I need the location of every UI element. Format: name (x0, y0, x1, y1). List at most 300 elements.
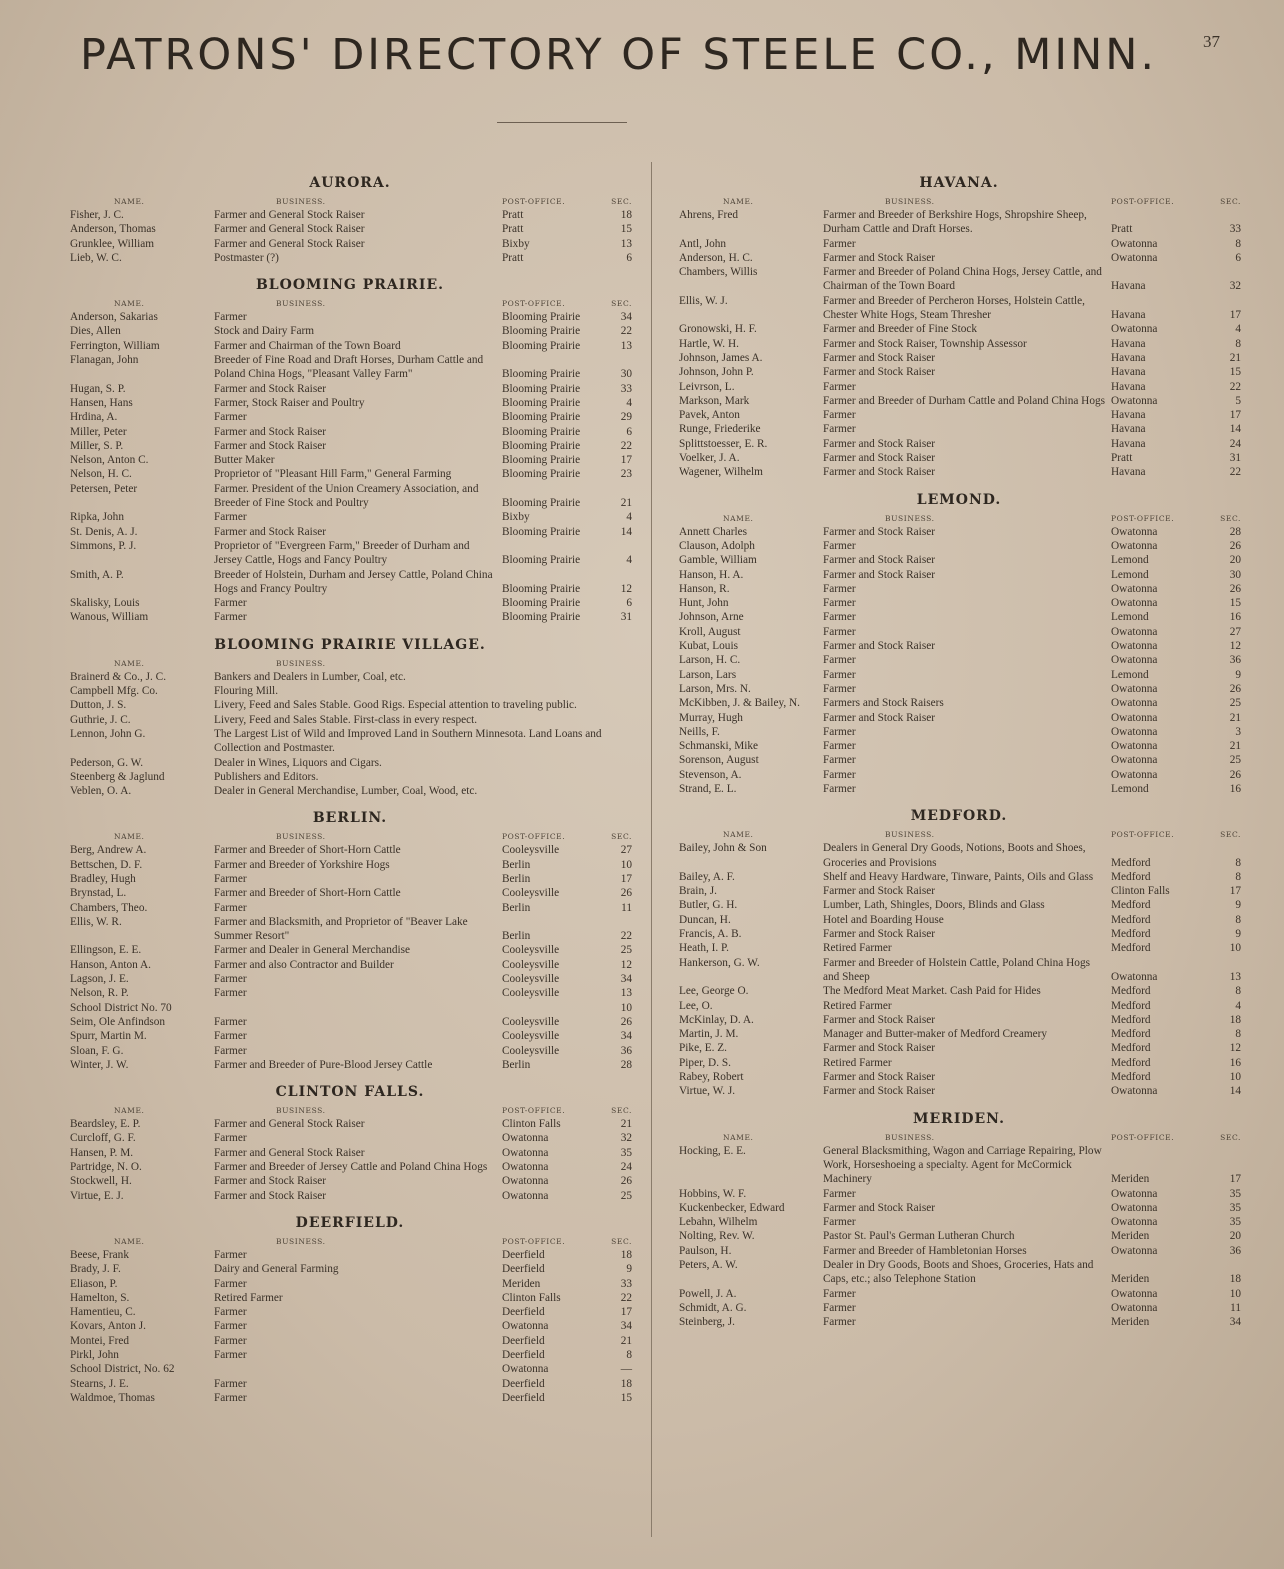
entry-business: Farmer (823, 654, 856, 667)
directory-entry (675, 568, 1243, 582)
post-office-column-header: POST-OFFICE. (502, 1106, 566, 1116)
directory-entry (66, 1174, 634, 1188)
title-rule (497, 122, 627, 123)
directory-entry (675, 437, 1243, 451)
section-column-header: SEC. (1220, 830, 1241, 840)
entry-section-number: 13 (620, 339, 632, 352)
entry-business: Postmaster (?) (214, 251, 279, 264)
entry-business: Farmer and Stock Raiser (823, 928, 935, 941)
directory-entry (675, 422, 1243, 436)
entry-section-number: 26 (620, 1015, 632, 1028)
entry-name: Hocking, E. E. (679, 1144, 746, 1157)
directory-entry (66, 1362, 634, 1376)
column-headers (675, 197, 1243, 208)
entry-section-number: 32 (1229, 280, 1241, 293)
entry-post-office: Medford (1111, 985, 1151, 998)
directory-entry (66, 1044, 634, 1058)
entry-business: Farmer (214, 1277, 247, 1290)
directory-entry (675, 725, 1243, 739)
directory-entry (675, 898, 1243, 912)
directory-entry (675, 1315, 1243, 1329)
entry-post-office: Medford (1111, 1028, 1151, 1041)
entry-name: Flanagan, John (70, 354, 139, 367)
entry-business: Flouring Mill. (214, 685, 279, 698)
entry-business: Farmer and Stock Raiser (823, 1071, 935, 1084)
entry-name: St. Denis, A. J. (70, 525, 138, 538)
entry-name: Gronowski, H. F. (679, 323, 757, 336)
entry-section-number: 18 (620, 1248, 632, 1261)
entry-post-office: Berlin (502, 901, 531, 914)
entry-section-number: 10 (1229, 1071, 1241, 1084)
entry-section-number: 14 (1229, 1085, 1241, 1098)
entry-business: Farmer and Stock Raiser (214, 1189, 326, 1202)
entry-section-number: 17 (620, 1306, 632, 1319)
entry-section-number: 17 (1229, 1173, 1241, 1186)
directory-entry (675, 610, 1243, 624)
entry-name: Lee, O. (679, 999, 713, 1012)
directory-entry (66, 382, 634, 396)
entry-name: Duncan, H. (679, 913, 731, 926)
directory-entry (675, 884, 1243, 898)
entry-post-office: Owatonna (502, 1363, 549, 1376)
directory-entry (66, 339, 634, 353)
entry-business: Hotel and Boarding House (823, 913, 944, 926)
entry-post-office: Lemond (1111, 782, 1149, 795)
left-column (66, 175, 634, 1417)
entry-business: Farmer and Stock Raiser (823, 525, 935, 538)
entry-post-office: Blooming Prairie (502, 454, 581, 467)
entry-business: Farmer and General Stock Raiser (214, 237, 365, 250)
section-column-header: SEC. (1220, 1132, 1241, 1142)
post-office-column-header: POST-OFFICE. (1111, 830, 1175, 840)
entry-section-number: 9 (1235, 928, 1241, 941)
post-office-column-header: POST-OFFICE. (502, 197, 566, 206)
entry-business: Farmer (214, 901, 247, 914)
directory-entry (66, 1189, 634, 1203)
entry-business: Farmer and Breeder of Yorkshire Hogs (214, 858, 390, 871)
entry-name: Virtue, W. J. (679, 1085, 736, 1098)
entry-name: Schmanski, Mike (679, 740, 759, 753)
entry-business: Farmer (214, 511, 247, 524)
entry-section-number: 4 (626, 554, 632, 567)
entry-business: Proprietor of "Evergreen Farm," Breeder of Durham and Jersey Cattle, Hogs and Fancy Poultry (214, 539, 470, 567)
entry-name: Dutton, J. S. (70, 699, 127, 712)
entry-post-office: Berlin (502, 1058, 531, 1071)
entry-name: Peters, A. W. (679, 1259, 738, 1271)
entry-section-number: 28 (1229, 525, 1241, 538)
entry-section-number: 34 (620, 311, 632, 324)
entry-section-number: 21 (1229, 351, 1241, 364)
entry-section-number: 31 (1229, 452, 1241, 465)
directory-entry (675, 294, 1243, 323)
entry-name: Anderson, H. C. (679, 251, 753, 264)
entry-post-office: Bixby (502, 237, 530, 250)
entry-section-number: 25 (620, 1189, 632, 1202)
entry-name: Campbell Mfg. Co. (70, 685, 158, 698)
entry-post-office: Blooming Prairie (502, 339, 581, 352)
column-headers (675, 1133, 1243, 1144)
entry-name: Antl, John (679, 237, 727, 250)
entry-section-number: 9 (1235, 899, 1241, 912)
entry-business: Dealers in General Dry Goods, Notions, Boots and Shoes, Groceries and Provisions (823, 842, 1086, 869)
entry-section-number: 27 (1229, 625, 1241, 638)
entry-business: Farmer and Stock Raiser (823, 366, 935, 379)
directory-entry (66, 756, 634, 770)
directory-section (66, 810, 634, 1072)
entry-post-office: Owatonna (1111, 597, 1158, 610)
entry-business: Retired Farmer (823, 1056, 892, 1069)
entry-name: Hankerson, G. W. (679, 956, 760, 969)
entry-section-number: 22 (620, 1291, 632, 1304)
entry-business: Retired Farmer (823, 942, 892, 955)
name-column-header: NAME. (723, 1132, 754, 1142)
entry-business: Farmer (214, 597, 247, 610)
entry-name: Beardsley, E. P. (70, 1118, 141, 1131)
entry-business: Farmer and Stock Raiser (823, 437, 935, 450)
entry-section-number: 21 (1229, 711, 1241, 724)
entry-post-office: Blooming Prairie (502, 368, 581, 381)
entry-business: Farmer (214, 1334, 247, 1347)
entry-business: Farmer and Stock Raiser (214, 425, 326, 438)
directory-entry (675, 841, 1243, 870)
entry-name: Pirkl, John (70, 1349, 119, 1361)
entry-name: Hugan, S. P. (70, 382, 126, 395)
entry-section-number: 18 (620, 1377, 632, 1390)
directory-entry (66, 901, 634, 915)
entry-section-number: 8 (1235, 1028, 1241, 1041)
directory-entry (66, 698, 634, 712)
entry-section-number: 15 (620, 223, 632, 236)
directory-entry (675, 682, 1243, 696)
directory-entry (66, 886, 634, 900)
section-column-header: SEC. (611, 1106, 632, 1116)
entry-section-number: 16 (1229, 1056, 1241, 1069)
entry-business: Farmer, Stock Raiser and Poultry (214, 396, 365, 409)
entry-section-number: 8 (1235, 913, 1241, 926)
entry-section-number: 33 (620, 1277, 632, 1290)
entry-name: Nelson, H. C. (70, 468, 132, 481)
entry-post-office: Meriden (1111, 1316, 1150, 1329)
right-column (675, 175, 1243, 1341)
directory-entry (66, 222, 634, 236)
directory-entry (66, 310, 634, 324)
directory-entry (66, 784, 634, 798)
entry-section-number: 34 (620, 1320, 632, 1333)
entry-business: General Blacksmithing, Wagon and Carriage Repairing, Plow Work, Horseshoeing a specialty. Agent for McCormick Machinery (823, 1144, 1102, 1186)
entry-post-office: Havana (1111, 409, 1146, 422)
entry-section-number: 26 (620, 1175, 632, 1188)
entry-post-office: Deerfield (502, 1349, 545, 1361)
business-column-header: BUSINESS. (885, 197, 935, 206)
entry-post-office: Havana (1111, 351, 1146, 364)
entry-business: Farmer (823, 1216, 856, 1229)
directory-entry (675, 337, 1243, 351)
directory-entry (66, 843, 634, 857)
entry-business: Stock and Dairy Farm (214, 325, 315, 338)
entry-business: Dealer in General Merchandise, Lumber, Coal, Wood, etc. (214, 785, 478, 798)
directory-entry (66, 568, 634, 597)
entry-post-office: Owatonna (1111, 970, 1158, 983)
entry-business: Farmer and Stock Raiser (823, 466, 935, 479)
entry-business: Farmer and Breeder of Hambletonian Horses (823, 1244, 1027, 1257)
entry-business: Dealer in Wines, Liquors and Cigars. (214, 756, 382, 769)
entry-post-office: Cooleysville (502, 973, 560, 986)
entry-section-number: 15 (1229, 597, 1241, 610)
entry-post-office: Meriden (1111, 1273, 1150, 1286)
entry-section-number: 25 (620, 944, 632, 957)
entry-post-office: Blooming Prairie (502, 439, 581, 452)
entry-name: Veblen, O. A. (70, 785, 132, 798)
entry-post-office: Clinton Falls (1111, 885, 1170, 898)
entry-name: Bailey, John & Son (679, 842, 767, 855)
directory-entry (66, 1391, 634, 1405)
entry-business: Farmer (214, 1132, 247, 1145)
entry-section-number: 22 (620, 325, 632, 338)
section-heading: MEDFORD. (910, 808, 1008, 825)
entry-business: Farmer (214, 611, 247, 624)
directory-entry (675, 1144, 1243, 1187)
entry-post-office: Blooming Prairie (502, 411, 581, 424)
directory-entry (66, 1377, 634, 1391)
entry-business: Farmer (823, 1287, 856, 1300)
directory-entry (66, 1348, 634, 1362)
entry-name: Nelson, R. P. (70, 987, 129, 1000)
business-column-header: BUSINESS. (885, 1132, 935, 1142)
directory-entry (675, 322, 1243, 336)
entry-section-number: 4 (1235, 999, 1241, 1012)
entry-name: Waldmoe, Thomas (70, 1391, 155, 1404)
name-column-header: NAME. (114, 1236, 145, 1246)
column-headers (675, 514, 1243, 525)
directory-entry (675, 739, 1243, 753)
entry-post-office: Bixby (502, 511, 530, 524)
directory-entry (675, 1258, 1243, 1287)
entry-name: Anderson, Thomas (70, 223, 156, 236)
entry-business: Farmer and General Stock Raiser (214, 209, 365, 221)
directory-entry (66, 1277, 634, 1291)
entry-section-number: 13 (1229, 970, 1241, 983)
entry-section-number: 30 (1229, 568, 1241, 581)
section-heading: BLOOMING PRAIRIE. (255, 277, 445, 294)
page-title: PATRONS' DIRECTORY OF STEELE CO., MINN. (80, 30, 1158, 80)
directory-entry (66, 1117, 634, 1131)
entry-name: Kubat, Louis (679, 640, 738, 653)
entry-section-number: 20 (1229, 554, 1241, 567)
section-column-header: SEC. (611, 1236, 632, 1246)
directory-entry (66, 1029, 634, 1043)
column-divider (651, 162, 652, 1537)
directory-entry (66, 858, 634, 872)
section-column-header: SEC. (1220, 513, 1241, 523)
entry-section-number: 20 (1229, 1230, 1241, 1243)
entry-post-office: Owatonna (502, 1161, 549, 1174)
entry-business: Farmer and General Stock Raiser (214, 1118, 365, 1131)
entry-name: Dies, Allen (70, 325, 121, 338)
directory-entry (66, 467, 634, 481)
entry-name: Larson, H. C. (679, 654, 741, 667)
entry-business: Proprietor of "Pleasant Hill Farm," General Farming (214, 468, 452, 481)
entry-post-office: Owatonna (502, 1146, 549, 1159)
entry-post-office: Lemond (1111, 554, 1149, 567)
entry-post-office: Cooleysville (502, 958, 560, 971)
entry-post-office: Owatonna (1111, 251, 1158, 264)
entry-post-office: Medford (1111, 899, 1151, 912)
directory-entry (675, 251, 1243, 265)
directory-entry (675, 639, 1243, 653)
entry-section-number: 9 (1235, 668, 1241, 681)
entry-business: Farmer and Stock Raiser (823, 1013, 935, 1026)
entry-section-number: 10 (620, 1001, 632, 1014)
business-column-header: BUSINESS. (276, 1236, 326, 1246)
entry-business (214, 1362, 498, 1376)
directory-entry (675, 1027, 1243, 1041)
directory-entry (675, 913, 1243, 927)
entry-post-office: Owatonna (1111, 582, 1158, 595)
directory-entry (675, 653, 1243, 667)
entry-name: Paulson, H. (679, 1244, 732, 1257)
business-column-header: BUSINESS. (276, 832, 326, 842)
section-column-header: SEC. (611, 299, 632, 309)
entry-business: Farmer and Stock Raiser (214, 439, 326, 452)
entry-post-office: Medford (1111, 999, 1151, 1012)
entry-section-number: 6 (1235, 251, 1241, 264)
entry-section-number: 21 (620, 1334, 632, 1347)
entry-section-number: 8 (1235, 870, 1241, 883)
entry-section-number: 28 (620, 1058, 632, 1071)
entry-business: Farmer (214, 311, 247, 324)
entry-name: School District No. 70 (70, 1001, 172, 1014)
entry-business: Farmer and Blacksmith, and Proprietor of "Beaver Lake Summer Resort" (214, 915, 468, 943)
directory-entry (675, 582, 1243, 596)
post-office-column-header: POST-OFFICE. (502, 832, 566, 842)
section-column-header: SEC. (1220, 197, 1241, 206)
entry-section-number: 15 (620, 1391, 632, 1404)
entry-business: Farmer (823, 380, 856, 393)
entry-post-office: Blooming Prairie (502, 554, 581, 567)
directory-entry (66, 539, 634, 568)
directory-entry (675, 1215, 1243, 1229)
entry-name: Rabey, Robert (679, 1071, 744, 1084)
directory-section (66, 637, 634, 799)
entry-name: Skalisky, Louis (70, 597, 140, 610)
entry-section-number: 17 (1229, 885, 1241, 898)
entry-section-number: 32 (620, 1132, 632, 1145)
post-office-column-header: POST-OFFICE. (502, 299, 566, 309)
section-heading: MERIDEN. (913, 1110, 1005, 1127)
directory-entry (66, 713, 634, 727)
entry-name: Lebahn, Wilhelm (679, 1216, 758, 1229)
section-heading: DEERFIELD. (295, 1214, 405, 1231)
entry-name: Petersen, Peter (70, 482, 138, 495)
entry-post-office: Owatonna (1111, 1085, 1158, 1098)
entry-post-office: Blooming Prairie (502, 325, 581, 338)
entry-name: Pederson, G. W. (70, 756, 144, 769)
entry-name: School District, No. 62 (70, 1363, 175, 1376)
directory-entry (66, 1058, 634, 1072)
entry-post-office: Deerfield (502, 1391, 545, 1404)
entry-business: Farmer and Stock Raiser (823, 554, 935, 567)
entry-post-office: Blooming Prairie (502, 382, 581, 395)
directory-entry (66, 324, 634, 338)
entry-business: Breeder of Fine Road and Draft Horses, Durham Cattle and Poland China Hogs, "Pleasant Valley Farm" (214, 354, 484, 381)
entry-post-office: Havana (1111, 366, 1146, 379)
entry-post-office: Owatonna (1111, 1201, 1158, 1214)
entry-post-office: Owatonna (1111, 525, 1158, 538)
entry-business: Farmer (823, 768, 856, 781)
entry-business: Farmer (823, 682, 856, 695)
directory-entry (66, 1291, 634, 1305)
entry-business: Farmer (214, 973, 247, 986)
entry-name: Miller, S. P. (70, 439, 124, 452)
entry-business: Publishers and Editors. (214, 770, 319, 783)
section-heading: HAVANA. (919, 175, 999, 191)
entry-name: Chambers, Willis (679, 266, 758, 279)
entry-name: Bailey, A. F. (679, 870, 735, 883)
directory-entry (675, 1070, 1243, 1084)
entry-post-office: Blooming Prairie (502, 425, 581, 438)
entry-name: Guthrie, J. C. (70, 713, 131, 726)
entry-section-number: 8 (1235, 985, 1241, 998)
entry-name: Heath, I. P. (679, 942, 729, 955)
directory-entry (66, 1305, 634, 1319)
entry-post-office: Owatonna (1111, 539, 1158, 552)
entry-name: Hartle, W. H. (679, 337, 739, 350)
entry-section-number: 17 (1229, 309, 1241, 322)
entry-section-number: 34 (620, 1030, 632, 1043)
entry-post-office: Havana (1111, 380, 1146, 393)
entry-business: Farmer and General Stock Raiser (214, 1146, 365, 1159)
entry-business: Livery, Feed and Sales Stable. First-class in every respect. (214, 713, 478, 726)
entry-name: Stevenson, A. (679, 768, 742, 781)
entry-section-number: 18 (1229, 1273, 1241, 1286)
entry-section-number: 8 (1235, 237, 1241, 250)
entry-section-number: 26 (1229, 768, 1241, 781)
directory-entry (66, 353, 634, 382)
entry-name: Hanson, Anton A. (70, 958, 151, 971)
entry-business: Farmers and Stock Raisers (823, 697, 944, 710)
entry-business: Farmer and Stock Raiser (214, 1175, 326, 1188)
entry-post-office: Owatonna (1111, 237, 1158, 250)
directory-entry (675, 984, 1243, 998)
directory-entry (675, 1244, 1243, 1258)
entry-post-office: Owatonna (1111, 711, 1158, 724)
entry-business: Farmer and Breeder of Berkshire Hogs, Shropshire Sheep, Durham Cattle and Draft Horses. (823, 209, 1087, 236)
entry-post-office: Blooming Prairie (502, 525, 581, 538)
entry-business: Farmer (214, 1320, 247, 1333)
entry-post-office: Pratt (502, 251, 524, 264)
entry-business: Farmer (823, 740, 856, 753)
entry-post-office: Owatonna (1111, 1216, 1158, 1229)
entry-name: Stearns, J. E. (70, 1377, 129, 1390)
directory-entry (675, 208, 1243, 237)
directory-entry (675, 711, 1243, 725)
entry-post-office: Owatonna (1111, 754, 1158, 767)
section-column-header: SEC. (611, 197, 632, 206)
entry-name: Hanson, H. A. (679, 568, 744, 581)
entry-post-office: Owatonna (1111, 1301, 1158, 1314)
entry-post-office: Deerfield (502, 1334, 545, 1347)
directory-entry (675, 768, 1243, 782)
entry-name: Brynstad, L. (70, 887, 127, 900)
entry-business: Farmer and Breeder of Poland China Hogs, Jersey Cattle, and Chairman of the Town Board (823, 266, 1102, 293)
entry-section-number: 18 (620, 209, 632, 221)
entry-post-office: Owatonna (1111, 768, 1158, 781)
entry-post-office: Berlin (502, 858, 531, 871)
entry-business: Farmer and Stock Raiser (823, 568, 935, 581)
entry-section-number: 13 (620, 237, 632, 250)
entry-section-number: 5 (1235, 394, 1241, 407)
directory-entry (675, 596, 1243, 610)
